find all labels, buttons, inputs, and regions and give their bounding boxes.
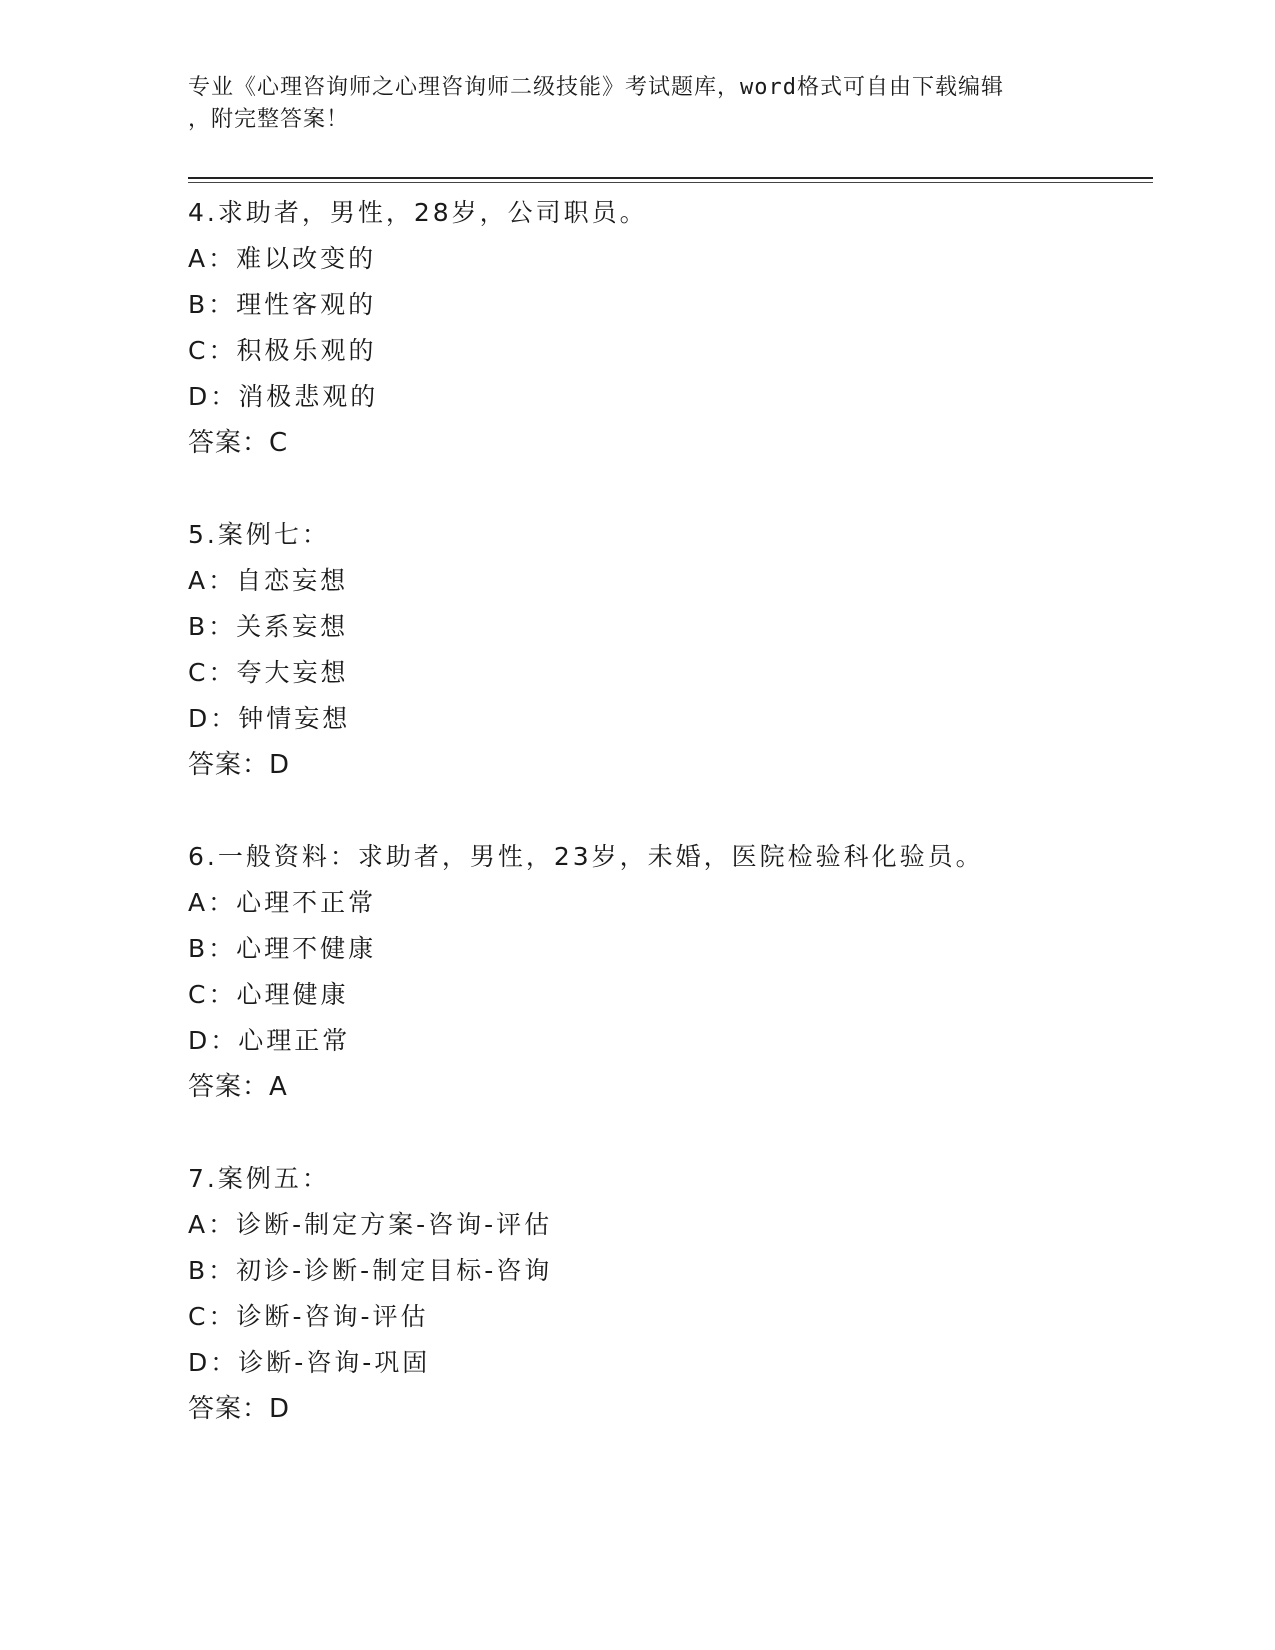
answer-line: 答案：C — [188, 428, 289, 458]
option-d: D：诊断-咨询-巩固 — [188, 1348, 431, 1377]
header-divider-top — [188, 177, 1153, 179]
question-6 — [188, 834, 1148, 1110]
option-c: C：心理健康 — [188, 980, 349, 1009]
header-line-1 — [188, 72, 1088, 104]
header-divider-bottom — [188, 182, 1153, 183]
question-stem: 5.案例七： — [188, 520, 330, 549]
header-word: word — [740, 75, 797, 100]
header-text-2: 格式可自由下载编辑 — [797, 75, 1005, 100]
option-a: A：心理不正常 — [188, 888, 377, 917]
option-b: B：关系妄想 — [188, 612, 349, 641]
question-stem: 6.一般资料：求助者，男性，23岁，未婚，医院检验科化验员。 — [188, 842, 984, 871]
header-text-1: 专业《心理咨询师之心理咨询师二级技能》考试题库， — [188, 75, 741, 100]
option-c: C：积极乐观的 — [188, 336, 377, 365]
option-a: A：难以改变的 — [188, 244, 377, 273]
question-7 — [188, 1156, 1148, 1432]
question-stem: 4.求助者，男性，28岁，公司职员。 — [188, 198, 648, 227]
option-d: D：钟情妄想 — [188, 704, 351, 733]
option-c: C：夸大妄想 — [188, 658, 349, 687]
header-line-2: ，附完整答案！ — [188, 107, 350, 132]
question-stem: 7.案例五： — [188, 1164, 330, 1193]
document-header — [188, 72, 1088, 136]
option-a: A：自恋妄想 — [188, 566, 349, 595]
answer-line: 答案：A — [188, 1072, 288, 1102]
answer-line: 答案：D — [188, 1394, 291, 1424]
question-list — [188, 190, 1148, 1478]
question-4 — [188, 190, 1148, 466]
option-d: D：消极悲观的 — [188, 382, 379, 411]
option-b: B：初诊-诊断-制定目标-咨询 — [188, 1256, 553, 1285]
option-b: B：心理不健康 — [188, 934, 377, 963]
option-d: D：心理正常 — [188, 1026, 351, 1055]
option-b: B：理性客观的 — [188, 290, 377, 319]
option-a: A：诊断-制定方案-咨询-评估 — [188, 1210, 553, 1239]
question-5 — [188, 512, 1148, 788]
answer-line: 答案：D — [188, 750, 291, 780]
option-c: C：诊断-咨询-评估 — [188, 1302, 429, 1331]
